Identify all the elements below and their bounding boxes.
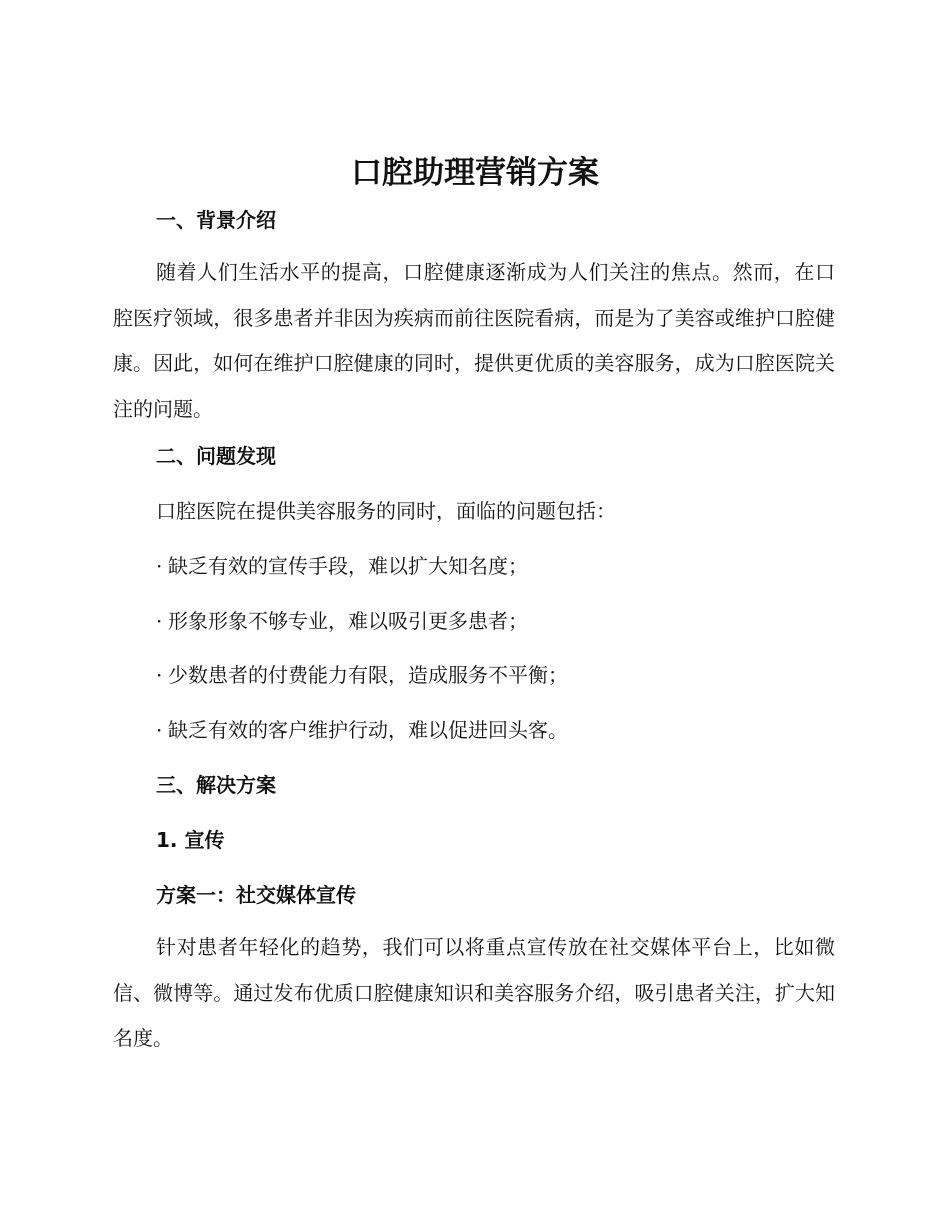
list-item-text: 少数患者的付费能力有限，造成服务不平衡； bbox=[168, 663, 568, 687]
sub-heading-promotion: 1. 宣传 bbox=[156, 828, 225, 852]
problems-intro: 口腔医院在提供美容服务的同时，面临的问题包括： bbox=[156, 499, 616, 523]
list-item bbox=[156, 551, 528, 581]
section-heading-solutions: 三、解决方案 bbox=[156, 773, 276, 797]
section-heading-background: 一、背景介绍 bbox=[156, 208, 276, 232]
bullet-icon: · bbox=[156, 554, 163, 578]
list-item bbox=[156, 660, 568, 690]
document-title: 口腔助理营销方案 bbox=[351, 155, 599, 191]
plan-heading: 方案一：社交媒体宣传 bbox=[156, 883, 356, 907]
bullet-icon: · bbox=[156, 718, 163, 742]
bullet-icon: · bbox=[156, 609, 163, 633]
bullet-icon: · bbox=[156, 663, 163, 687]
list-item-text: 缺乏有效的宣传手段，难以扩大知名度； bbox=[168, 554, 528, 578]
section-heading-problems: 二、问题发现 bbox=[156, 444, 276, 468]
background-paragraph: 随着人们生活水平的提高，口腔健康逐渐成为人们关注的焦点。然而，在口腔医疗领域，很多患者并非因为疾病而前往医院看病，而是为了美容或维护口腔健康。因此，如何在维护口腔健康的同时，提供更优质的美容服务，成为口腔医院关注的问题。 bbox=[113, 260, 835, 421]
list-item-text: 缺乏有效的客户维护行动，难以促进回头客。 bbox=[168, 718, 568, 742]
plan-paragraph: 针对患者年轻化的趋势，我们可以将重点宣传放在社交媒体平台上，比如微信、微博等。通过发布优质口腔健康知识和美容服务介绍，吸引患者关注，扩大知名度。 bbox=[113, 935, 835, 1050]
list-item bbox=[156, 606, 528, 636]
list-item-text: 形象形象不够专业，难以吸引更多患者； bbox=[168, 609, 528, 633]
list-item bbox=[156, 715, 568, 745]
